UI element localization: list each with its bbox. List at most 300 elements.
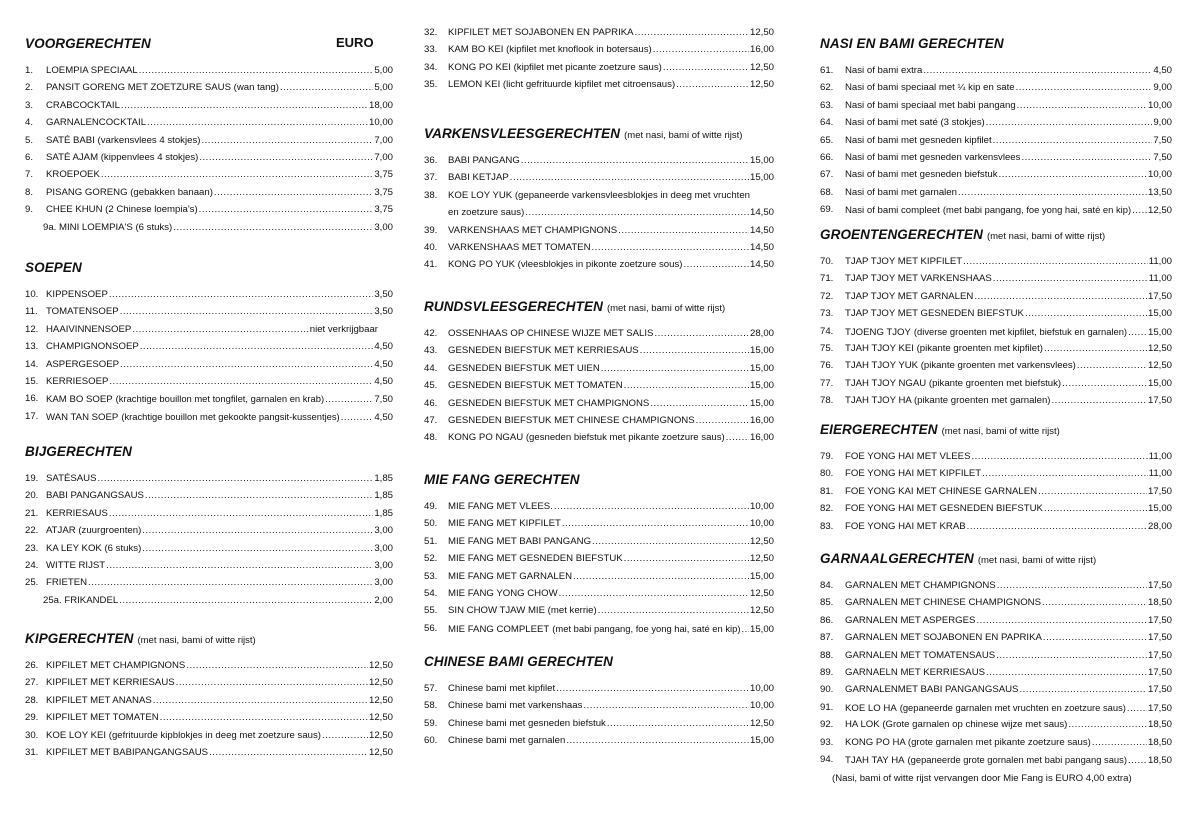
item-name: KONG PO HA (grote garnalen met pikante zoetzure saus) [845, 736, 1091, 748]
dot-leader [322, 727, 368, 744]
menu-item [424, 585, 774, 602]
item-price: 3,00 [374, 577, 393, 589]
item-number: 57. [424, 683, 438, 694]
item-name: KIPFILET MET SOJABONEN EN PAPRIKA [448, 27, 634, 38]
dot-leader [683, 256, 749, 273]
item-price: 15,00 [749, 172, 774, 184]
item-name: MIE FANG MET GESNEDEN BIEFSTUK [448, 553, 623, 565]
dot-leader [1128, 324, 1147, 341]
item-price: 17,50 [1147, 632, 1172, 644]
item-number: 35. [424, 79, 438, 91]
item-price: 9,00 [1153, 117, 1172, 129]
menu-item [424, 412, 774, 429]
item-number: 86. [820, 614, 834, 626]
item-price: 4,50 [374, 411, 393, 423]
item-name: SATÉ BABI (varkensvlees 4 stokjes) [46, 134, 201, 146]
menu-item-list [424, 325, 774, 447]
dot-leader [142, 540, 373, 557]
menu-item [820, 149, 1172, 166]
menu-item [25, 592, 393, 609]
item-name: GESNEDEN BIEFSTUK MET CHAMPIGNONS [448, 397, 650, 409]
item-number: 25. [25, 577, 39, 589]
item-name: FOE YONG KAI MET CHINESE GARNALEN [845, 485, 1038, 497]
item-price: 4,50 [374, 358, 393, 370]
item-number: 28. [25, 694, 39, 706]
item-number: 48. [424, 432, 438, 444]
item-price: 11,00 [1148, 256, 1172, 267]
section-heading [25, 630, 256, 648]
item-price: 14,50 [749, 207, 774, 219]
item-price: 3,75 [374, 169, 393, 181]
item-price: 12,50 [368, 712, 393, 724]
item-number: 23. [25, 542, 39, 554]
item-number: 77. [820, 377, 834, 389]
menu-item-list [424, 24, 774, 94]
dot-leader [1051, 392, 1147, 409]
dot-leader [559, 585, 749, 602]
item-number: 78. [820, 395, 834, 407]
item-price: 15,00 [1147, 503, 1172, 515]
item-price: 12,50 [749, 587, 774, 599]
item-name: Nasi of bami extra [845, 65, 923, 76]
item-price: 9,00 [1153, 82, 1172, 94]
item-number: 93. [820, 736, 834, 748]
item-number: 84. [820, 580, 834, 591]
item-price: 12,50 [368, 677, 393, 689]
item-price: 15,00 [749, 380, 774, 392]
section-title: VOORGERECHTEN [25, 36, 151, 51]
item-number: 21. [25, 507, 39, 519]
menu-item [424, 325, 774, 342]
menu-item-list [25, 62, 393, 236]
menu-item [820, 612, 1172, 629]
item-number: 90. [820, 684, 834, 696]
item-name: KERRIESAUS [46, 507, 108, 519]
item-name: FOE YONG HAI MET VLEES [845, 451, 971, 462]
item-number: 89. [820, 666, 834, 678]
item-number: 88. [820, 649, 834, 661]
menu-item [820, 734, 1172, 751]
menu-item [424, 187, 774, 204]
dot-leader [598, 602, 749, 619]
dot-leader [120, 303, 374, 320]
item-name: KOE LOY KEI (gefrituurde kipblokjes in deeg met zoetzure saus) [46, 729, 321, 741]
item-price: 13,50 [1147, 186, 1172, 198]
menu-item [424, 550, 774, 567]
dot-leader [1016, 79, 1153, 96]
item-number: 6. [25, 151, 34, 163]
item-price: 4,50 [374, 341, 393, 353]
item-number: 12. [25, 323, 39, 335]
item-price: 15,00 [1147, 326, 1172, 338]
item-number: 11. [25, 306, 38, 318]
dot-leader [1044, 500, 1147, 517]
item-price: niet verkrijgbaar [309, 323, 378, 335]
item-number: 9. [25, 204, 34, 216]
item-number: 68. [820, 186, 834, 198]
item-description: (met babi pangang, foe yong hai, saté en kip) [942, 204, 1132, 216]
item-price: 15,00 [749, 362, 774, 374]
menu-item [25, 79, 393, 96]
section-heading [424, 298, 725, 316]
menu-item [25, 219, 393, 236]
item-price: 10,00 [749, 683, 774, 694]
dot-leader [993, 270, 1148, 287]
item-name: WITTE RIJST [46, 559, 106, 571]
item-price: 15,00 [749, 345, 774, 357]
dot-leader [525, 204, 749, 221]
section-heading [820, 226, 1105, 244]
item-number: 16. [25, 393, 39, 405]
dot-leader [1092, 734, 1147, 751]
item-number: 40. [424, 241, 438, 253]
item-name: KROEPOEK [46, 169, 100, 181]
section-title: BIJGERECHTEN [25, 444, 132, 459]
menu-item [25, 166, 393, 183]
item-name: Chinese bami met gesneden biefstuk [448, 717, 606, 729]
item-price: 12,50 [1147, 360, 1172, 372]
item-price: 2,00 [374, 594, 393, 606]
menu-item [820, 114, 1172, 131]
item-number: 61. [820, 65, 834, 76]
dot-leader [209, 744, 368, 761]
item-name: ASPERGESOEP [46, 358, 120, 370]
section-heading [25, 259, 82, 277]
item-name: GESNEDEN BIEFSTUK MET CHINESE CHAMPIGNONS [448, 414, 695, 426]
dot-leader [654, 325, 749, 342]
item-name: KA LEY KOK (6 stuks) [46, 542, 142, 554]
item-name: CHEE KHUN (2 Chinese loempia's) [46, 204, 198, 216]
item-name: GARNALEN MET TOMATENSAUS [845, 649, 996, 661]
item-price: 17,50 [1147, 485, 1172, 497]
item-name: VARKENSHAAS MET CHAMPIGNONS [448, 224, 618, 236]
menu-item [25, 692, 393, 709]
dot-leader [109, 286, 373, 303]
dot-leader [1068, 716, 1147, 733]
item-number: 59. [424, 717, 438, 729]
item-price: 15,00 [749, 623, 774, 635]
item-name: Nasi of bami met gesneden varkensvlees [845, 151, 1021, 163]
item-number: 75. [820, 342, 834, 354]
section-title: SOEPEN [25, 260, 82, 275]
item-number: 44. [424, 362, 438, 374]
dot-leader [121, 97, 368, 114]
item-number: 7. [25, 169, 34, 181]
item-number: 15. [25, 375, 39, 387]
menu-item [25, 338, 393, 355]
menu-item [25, 522, 393, 539]
item-number: 87. [820, 632, 834, 644]
menu-item-list [25, 286, 393, 425]
item-price: 12,50 [368, 729, 393, 741]
menu-item [820, 716, 1172, 733]
item-price: 14,50 [749, 259, 774, 271]
section-title: GARNAALGERECHTEN [820, 551, 974, 566]
dot-leader [996, 647, 1147, 664]
dot-leader [958, 184, 1147, 201]
item-price: 7,00 [374, 134, 393, 146]
item-name: FOE YONG HAI MET GESNEDEN BIEFSTUK [845, 503, 1043, 515]
item-price: 1,85 [374, 507, 393, 519]
item-number: 34. [424, 61, 438, 73]
menu-item [820, 166, 1172, 183]
menu-item [820, 699, 1172, 716]
item-price: 18,00 [368, 99, 393, 111]
section-heading [25, 35, 151, 53]
dot-leader [199, 149, 373, 166]
menu-item [25, 356, 393, 373]
dot-leader [160, 709, 368, 726]
menu-item [424, 697, 774, 714]
menu-item [424, 533, 774, 550]
menu-item [424, 222, 774, 239]
menu-item [25, 744, 393, 761]
item-price: 17,50 [1147, 395, 1172, 407]
item-number: 42. [424, 328, 438, 339]
item-number: 24. [25, 559, 39, 571]
menu-item [820, 518, 1172, 535]
item-description: (krachtige bouillon met gekookte pangsit-kussentjes) [121, 410, 340, 422]
item-number: 43. [424, 345, 438, 357]
section-note: (met nasi, bami of witte rijst) [977, 555, 1097, 566]
section-title: GROENTENGERECHTEN [820, 227, 983, 242]
item-name: KAM BO KEI (kipfilet met knoflook in botersaus) [448, 44, 652, 56]
item-number: 60. [424, 735, 438, 747]
dot-leader [971, 448, 1147, 465]
item-name: TJAH TJOY KEI (pikante groenten met kipfilet) [845, 342, 1043, 354]
item-price: 11,00 [1148, 468, 1172, 480]
menu-item [424, 239, 774, 256]
menu-item [25, 303, 393, 320]
section-title: CHINESE BAMI GERECHTEN [424, 654, 613, 669]
dot-leader [280, 79, 373, 96]
section-heading [820, 550, 1096, 568]
dot-leader [145, 487, 373, 504]
item-price: 18,50 [1147, 736, 1172, 748]
item-name: KIPFILET MET ANANAS [46, 694, 152, 706]
item-name: KIPFILET MET BABIPANGANGSAUS [46, 746, 209, 758]
menu-item [820, 62, 1172, 79]
item-price: 15,00 [1147, 377, 1172, 389]
menu-item [25, 557, 393, 574]
menu-item-list [424, 680, 774, 750]
item-number: 13. [25, 341, 39, 353]
item-description: (diverse groenten met kipfilet, biefstuk en garnalen) [913, 325, 1128, 337]
item-number: 65. [820, 134, 834, 146]
item-name: LOEMPIA SPECIAAL [46, 65, 138, 76]
item-price: 12,50 [749, 27, 774, 38]
item-number: 36. [424, 155, 438, 166]
item-price: 7,00 [374, 151, 393, 163]
item-price: 10,00 [749, 501, 774, 512]
item-name: SATÉ AJAM (kippenvlees 4 stokjes) [46, 151, 199, 163]
item-price: 3,00 [374, 525, 393, 537]
item-price: 1,85 [374, 473, 393, 484]
item-name: CRABCOCKTAIL [46, 99, 120, 111]
item-price: 3,00 [374, 542, 393, 554]
item-number: 74. [820, 325, 834, 337]
item-price: 16,00 [749, 432, 774, 444]
item-number: 5. [25, 134, 34, 146]
item-price: 10,00 [1147, 99, 1172, 111]
item-name: Chinese bami met kipfilet [448, 683, 556, 694]
item-name: 25a. FRIKANDEL [43, 594, 119, 606]
item-number: 2. [25, 82, 34, 94]
item-name: SATÉSAUS [46, 473, 97, 484]
dot-leader [120, 356, 373, 373]
item-number: 82. [820, 503, 834, 515]
section-heading [424, 471, 580, 489]
dot-leader [109, 373, 373, 390]
item-name: GESNEDEN BIEFSTUK MET UIEN [448, 362, 600, 374]
item-number: 62. [820, 82, 834, 94]
item-name: KIPFILET MET TOMATEN [46, 712, 159, 724]
item-number: 3. [25, 99, 34, 111]
item-name: MIE FANG MET BABI PANGANG [448, 535, 592, 547]
item-price: 28,00 [749, 328, 774, 339]
item-name: GARNALEN MET CHINESE CHAMPIGNONS [845, 597, 1041, 609]
dot-leader [923, 62, 1152, 79]
item-price: 10,00 [1147, 169, 1172, 181]
item-number: 51. [424, 535, 438, 547]
item-name: BABI KETJAP [448, 172, 509, 184]
item-number: 26. [25, 660, 39, 671]
item-number: 47. [424, 414, 438, 426]
dot-leader [88, 574, 373, 591]
item-name: SIN CHOW TJAW MIE (met kerrie) [448, 605, 597, 617]
dot-leader [140, 338, 374, 355]
item-price: 14,50 [749, 224, 774, 236]
menu-item-list [25, 657, 393, 761]
menu-item [424, 169, 774, 186]
menu-item [820, 751, 1172, 768]
section-note: (met nasi, bami of witte rijst) [986, 231, 1106, 242]
menu-item-list [424, 152, 774, 274]
menu-item [820, 647, 1172, 664]
menu-item [820, 465, 1172, 482]
item-name: GESNEDEN BIEFSTUK MET KERRIESAUS [448, 345, 639, 357]
item-number: 52. [424, 553, 438, 565]
item-number: 94. [820, 753, 834, 765]
dot-leader [214, 184, 373, 201]
menu-item [25, 470, 393, 487]
item-number: 32. [424, 27, 438, 38]
menu-item [424, 568, 774, 585]
item-description: (gepaneerde garnalen met vruchten en zoetzure saus) [899, 701, 1126, 713]
dot-leader [101, 166, 373, 183]
item-name: MIE FANG COMPLEET [448, 623, 550, 635]
menu-item [820, 184, 1172, 201]
dot-leader [1043, 629, 1147, 646]
item-name: KIPFILET MET KERRIESAUS [46, 677, 175, 689]
dot-leader [147, 114, 368, 131]
dot-leader [1017, 97, 1147, 114]
item-name: KERRIESOEP [46, 375, 109, 387]
dot-leader [624, 550, 749, 567]
section-note: (met nasi, bami of witte rijst) [137, 635, 256, 646]
item-price: 18,50 [1147, 597, 1172, 609]
item-number: 49. [424, 501, 438, 512]
item-price: 17,50 [1147, 649, 1172, 661]
item-name: GARNALENCOCKTAIL [46, 117, 147, 129]
menu-item [25, 487, 393, 504]
item-number: 71. [820, 273, 834, 285]
dot-leader [999, 166, 1147, 183]
item-name: CHAMPIGNONSOEP [46, 341, 139, 353]
item-name: Nasi of bami met saté (3 stokjes) [845, 117, 985, 129]
dot-leader [607, 715, 749, 732]
menu-item [820, 357, 1172, 374]
section-title: VARKENSVLEESGERECHTEN [424, 126, 621, 141]
menu-item [25, 574, 393, 591]
item-name: TOMATENSOEP [46, 306, 119, 318]
item-price: 18,50 [1147, 719, 1172, 731]
section-title: NASI EN BAMI GERECHTEN [820, 36, 1004, 51]
item-price: 12,50 [368, 694, 393, 706]
menu-item [424, 41, 774, 58]
section-heading [820, 421, 1060, 439]
item-number: 56. [424, 622, 438, 634]
dot-leader [139, 62, 374, 79]
dot-leader [1025, 305, 1147, 322]
dot-leader [510, 169, 749, 186]
section-title: RUNDSVLEESGERECHTEN [424, 299, 603, 314]
item-price: 12,50 [368, 660, 393, 671]
dot-leader [199, 201, 374, 218]
item-name: Nasi of bami speciaal met ¼ kip en sate [845, 82, 1015, 94]
dot-leader [109, 505, 373, 522]
currency-label: EURO [336, 35, 374, 50]
item-price: 12,50 [1147, 342, 1172, 354]
section-heading [424, 125, 742, 143]
item-name: TJAP TJOY MET KIPFILET [845, 256, 963, 267]
menu-item [820, 305, 1172, 322]
item-description: (krachtige bouillon met tongfilet, garnalen en krab) [115, 393, 325, 405]
item-number: 54. [424, 587, 438, 599]
menu-item [820, 629, 1172, 646]
item-name: Chinese bami met garnalen [448, 735, 566, 747]
item-price: 10,00 [368, 117, 393, 129]
menu-item [820, 448, 1172, 465]
menu-item [25, 674, 393, 691]
menu-item [424, 76, 774, 93]
item-number: 55. [424, 605, 438, 617]
item-name: OSSENHAAS OP CHINESE WIJZE MET SALIS [448, 328, 654, 339]
item-price: 10,00 [749, 518, 774, 530]
item-price: 3,50 [374, 289, 393, 300]
item-name: KOE LO HA [845, 702, 897, 714]
item-number: 64. [820, 117, 834, 129]
dot-leader [601, 360, 749, 377]
item-number: 81. [820, 485, 834, 497]
item-number: 38. [424, 189, 438, 201]
item-number: 39. [424, 224, 438, 236]
item-number: 58. [424, 700, 438, 712]
menu-item [424, 59, 774, 76]
menu-item [424, 377, 774, 394]
item-price: 17,50 [1147, 666, 1172, 678]
dot-leader [640, 342, 749, 359]
item-name: Nasi of bami speciaal met babi pangang [845, 99, 1016, 111]
menu-item [820, 340, 1172, 357]
item-name: TJAH TJOY NGAU (pikante groenten met biefstuk) [845, 377, 1062, 389]
menu-item [820, 392, 1172, 409]
item-price: 15,00 [1147, 308, 1172, 320]
menu-item [25, 62, 393, 79]
dot-leader [201, 132, 373, 149]
item-number: 10. [25, 289, 39, 300]
menu-item [820, 132, 1172, 149]
